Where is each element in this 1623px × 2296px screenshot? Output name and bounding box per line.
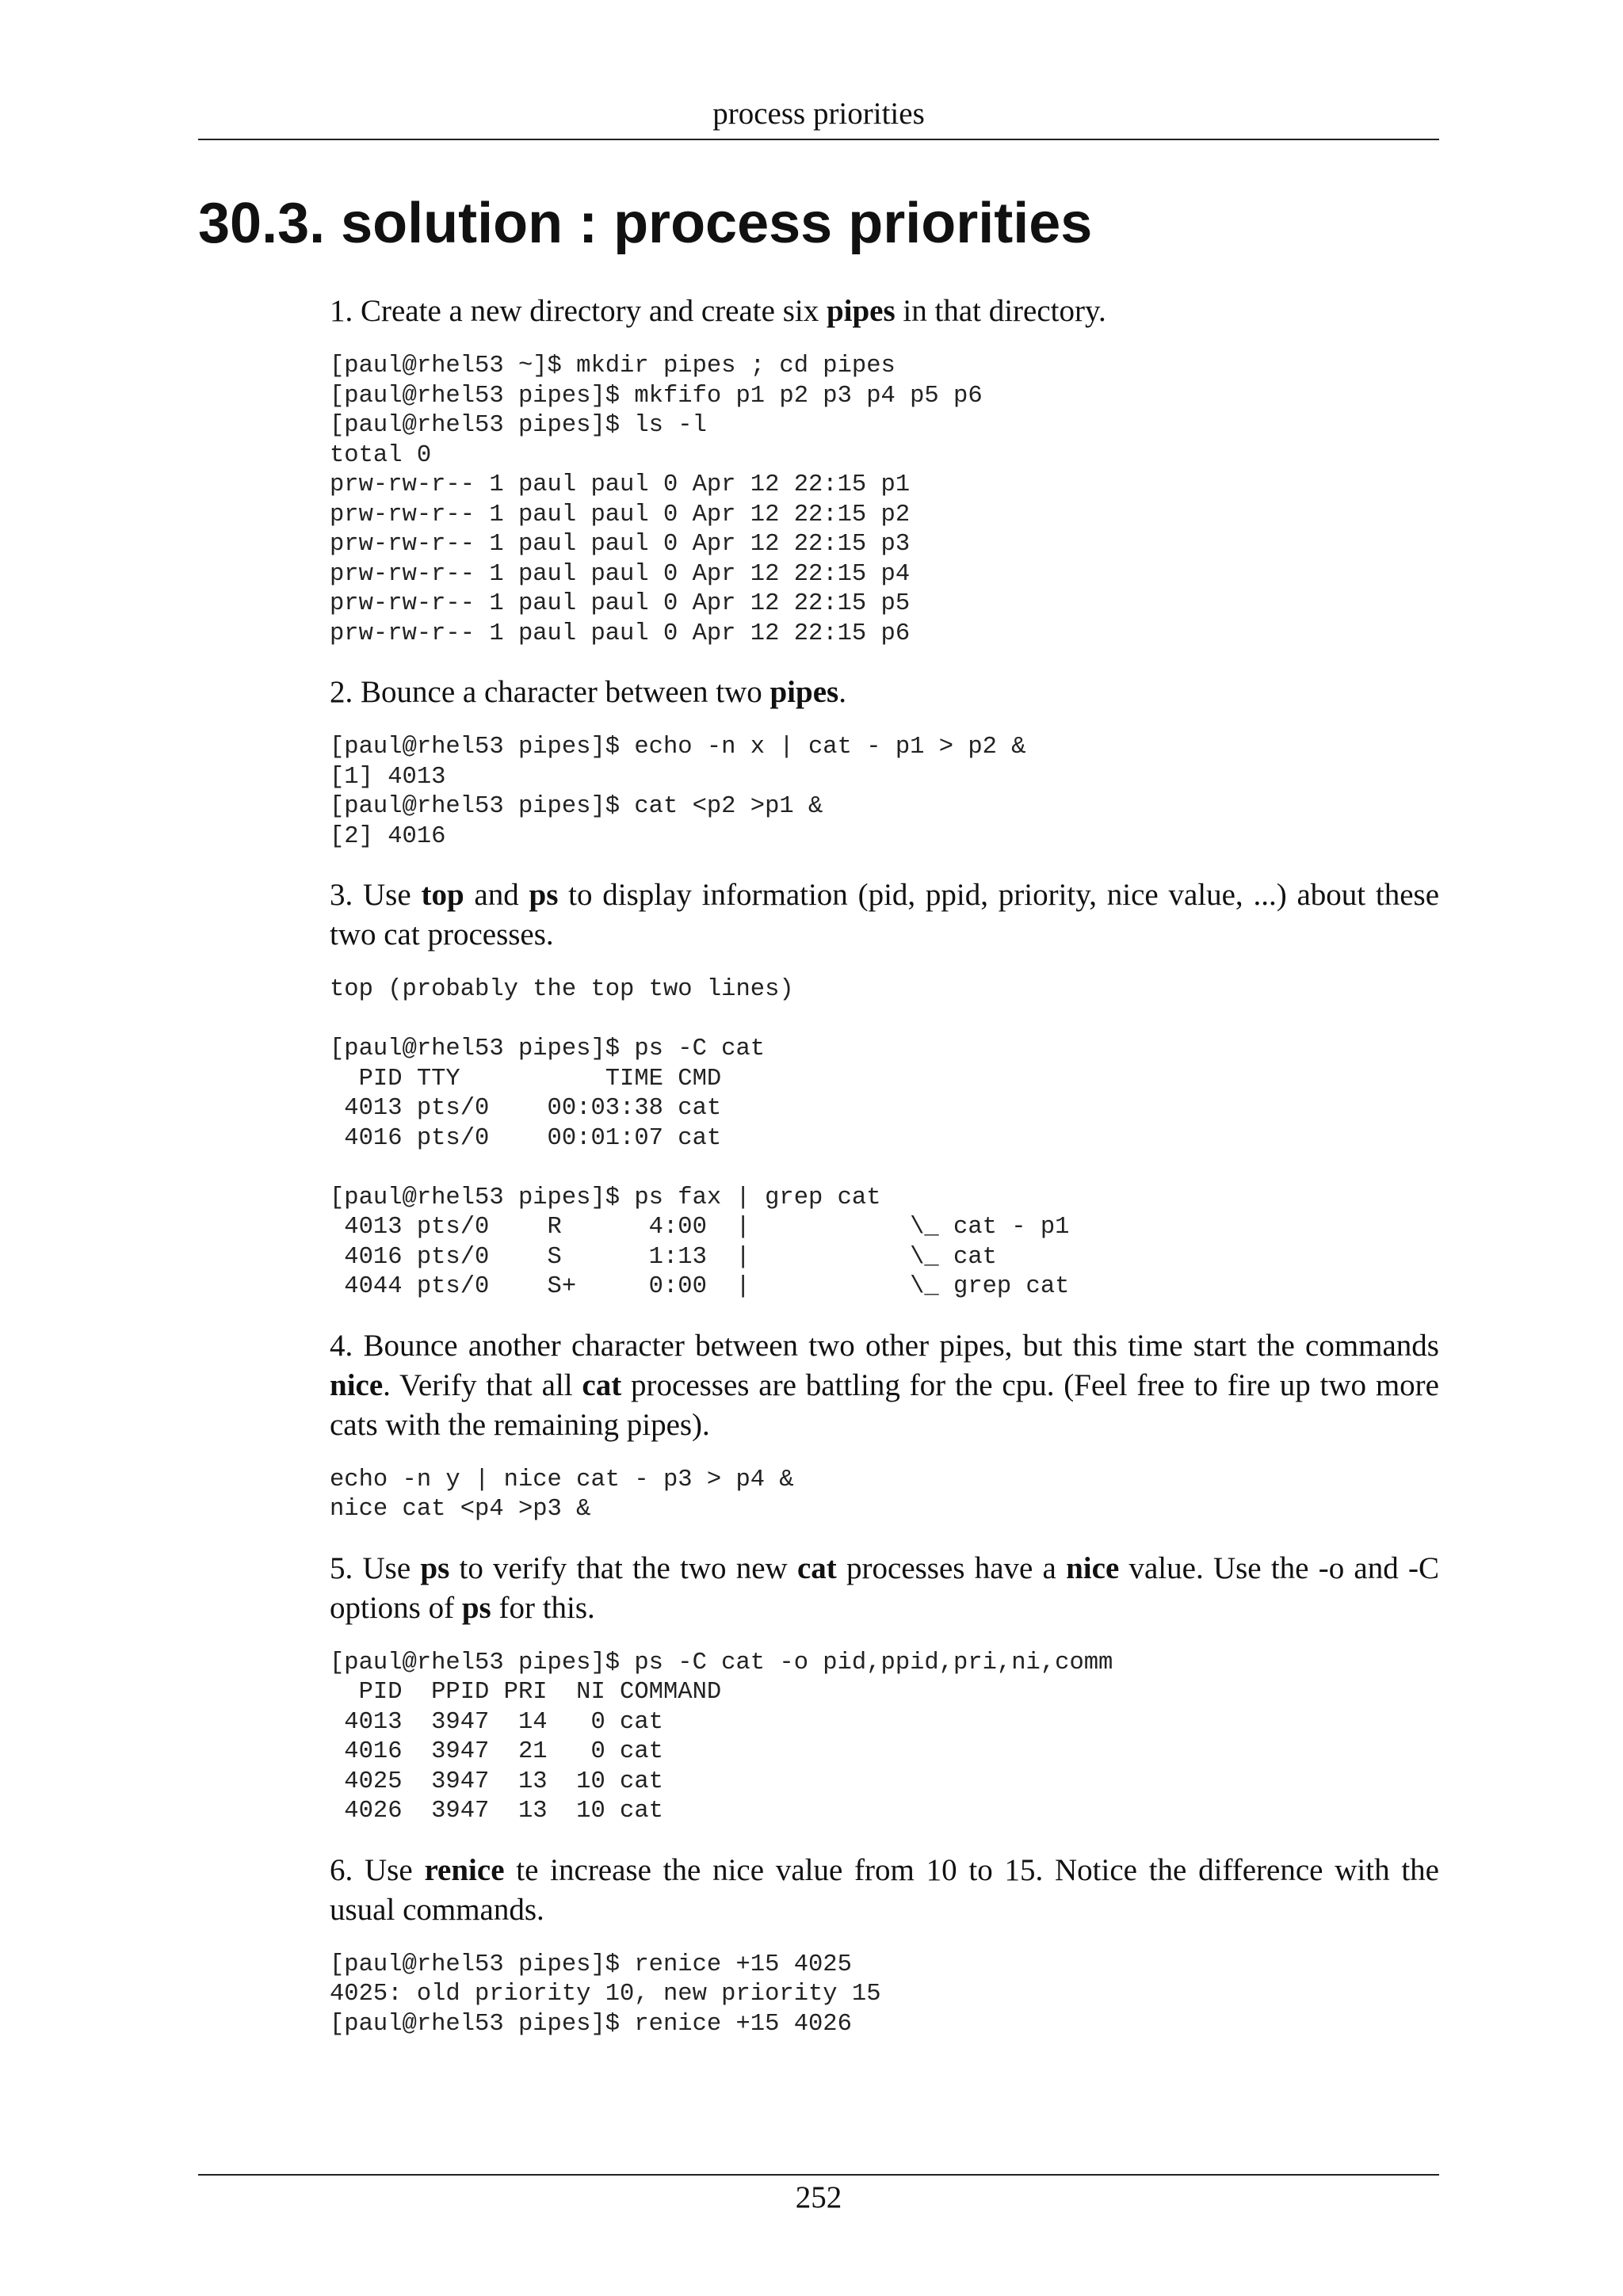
- step-text: 6. Use: [330, 1852, 425, 1887]
- step-keyword: top: [421, 878, 464, 912]
- step-text: te increase the nice value from 10 to 15. Notice the difference with the usual commands.: [330, 1852, 1439, 1927]
- step-text: 5. Use: [330, 1550, 421, 1585]
- step-text: to display information (pid, ppid, priority, nice value, ...) about these two cat processes.: [330, 878, 1440, 952]
- footer-rule: [198, 2174, 1439, 2176]
- solution-steps: [330, 292, 1439, 2063]
- step-text: in that directory.: [895, 294, 1106, 328]
- step-text: and: [464, 878, 529, 912]
- step-2: [330, 673, 1439, 852]
- step-text: 2. Bounce a character between two: [330, 675, 770, 709]
- terminal-output: [paul@rhel53 pipes]$ ps -C cat -o pid,ppid,pri,ni,comm PID PPID PRI NI COMMAND 4013 3947 14 0 cat 4016 3947 21 0 cat 4025 3947 13 10 cat 4026 3947 13 10 cat: [330, 1649, 1113, 1825]
- terminal-output: [paul@rhel53 ~]$ mkdir pipes ; cd pipes [paul@rhel53 pipes]$ mkfifo p1 p2 p3 p4 p5 p6 [paul@rhel53 pipes]$ ls -l total 0 prw-rw-r-- 1 paul paul 0 Apr 12 22:15 p1 prw-rw-r-- 1 paul paul 0 Apr 12 22:15 p2 prw-rw-r-- 1 paul paul 0 Apr 12 22:15 p3 prw-rw-r-- 1 paul paul 0 Apr 12 22:15 p4 prw-rw-r-- 1 paul paul 0 Apr 12 22:15 p5 prw-rw-r-- 1 paul paul 0 Apr 12 22:15 p6: [330, 353, 983, 647]
- step-text: processes are battling for the cpu. (Feel free to fire up two more cats with the remaining pipes).: [330, 1367, 1439, 1442]
- terminal-output: top (probably the top two lines) [paul@rhel53 pipes]$ ps -C cat PID TTY TIME CMD 4013 pts/0 00:03:38 cat 4016 pts/0 00:01:07 cat [paul@rhel53 pipes]$ ps fax | grep cat 4013 pts/0 R 4:00 | \_ cat - p1 4016 pts/0 S 1:13 | \_ cat 4044 pts/0 S+ 0:00 | \_ grep cat: [330, 976, 1070, 1300]
- step-keyword: nice: [1066, 1550, 1120, 1585]
- step-text: 1. Create a new directory and create six: [330, 294, 827, 328]
- step-text: . Verify that all: [383, 1367, 582, 1402]
- step-keyword: pipes: [769, 675, 839, 709]
- terminal-output: [paul@rhel53 pipes]$ renice +15 4025 4025: old priority 10, new priority 15 [paul@rhel53 pipes]$ renice +15 4026: [330, 1951, 881, 2038]
- step-keyword: cat: [796, 1550, 837, 1585]
- step-keyword: ps: [420, 1550, 450, 1585]
- step-keyword: ps: [529, 878, 559, 912]
- header-rule: [198, 139, 1439, 140]
- step-keyword: renice: [424, 1852, 505, 1887]
- step-3: [330, 875, 1439, 1302]
- step-keyword: cat: [582, 1367, 622, 1402]
- terminal-output: [paul@rhel53 pipes]$ echo -n x | cat - p1 > p2 & [1] 4013 [paul@rhel53 pipes]$ cat <p2 >p1 & [2] 4016: [330, 734, 1026, 850]
- step-instruction: [330, 1851, 1439, 1930]
- step-instruction: [330, 673, 1439, 712]
- step-instruction: [330, 875, 1439, 955]
- step-text: value. Use the -o and -C options of: [330, 1550, 1439, 1625]
- step-6: [330, 1851, 1439, 2040]
- step-instruction: [330, 292, 1439, 331]
- step-text: to verify that the two new: [449, 1550, 797, 1585]
- step-instruction: [330, 1326, 1439, 1445]
- step-4: [330, 1326, 1439, 1525]
- chapter-heading: 30.3. solution : process priorities: [198, 192, 1093, 255]
- running-header: process priorities: [712, 97, 925, 131]
- step-text: for this.: [491, 1590, 595, 1625]
- step-text: processes have a: [836, 1550, 1067, 1585]
- step-keyword: pipes: [826, 294, 896, 328]
- step-text: 4. Bounce another character between two other pipes, but this time start the commands: [330, 1328, 1439, 1363]
- step-instruction: [330, 1549, 1439, 1628]
- step-text: .: [838, 675, 846, 709]
- step-5: [330, 1549, 1439, 1827]
- step-keyword: nice: [330, 1367, 384, 1402]
- step-1: [330, 292, 1439, 649]
- terminal-output: echo -n y | nice cat - p3 > p4 & nice cat <p4 >p3 &: [330, 1466, 794, 1523]
- step-keyword: ps: [461, 1590, 491, 1625]
- step-text: 3. Use: [330, 878, 422, 912]
- page-number: 252: [795, 2180, 842, 2214]
